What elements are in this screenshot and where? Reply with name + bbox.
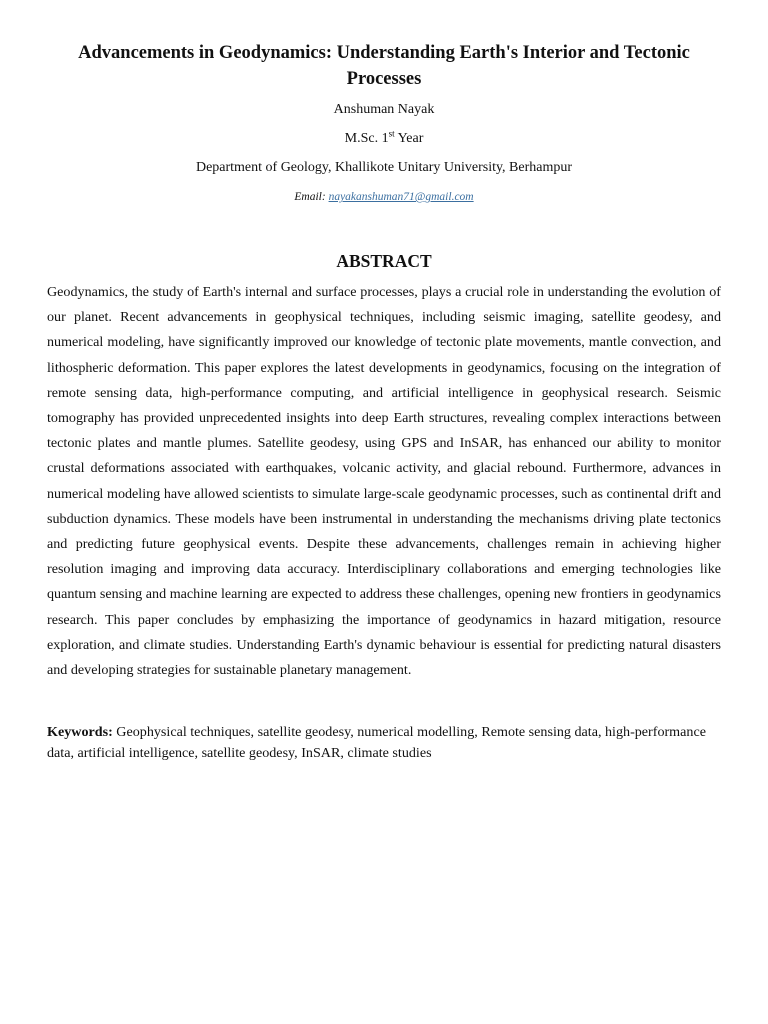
email-link[interactable]: nayakanshuman71@gmail.com [328, 191, 474, 203]
email-label: Email: [294, 191, 326, 203]
abstract-heading: ABSTRACT [336, 251, 432, 271]
abstract-text: Geodynamics, the study of Earth's internal and surface processes, plays a crucial role in understanding the evolution of our planet. Recent advancements in geophysical techniques, including seismic imaging, satellite geodesy, and numerical modeling, have significantly improved our knowledge of tectonic plate movements, mantle convection, and lithospheric deformation. This paper explores the latest developments in geodynamics, focusing on the integration of remote sensing data, high-performance computing, and artificial intelligence in geophysical research. Seismic tomography has provided unprecedented insights into deep Earth structures, revealing complex interactions between tectonic plates and mantle plumes. Satellite geodesy, using GPS and InSAR, has enhanced our ability to monitor crustal deformations associated with earthquakes, volcanic activity, and glacial rebound. Furthermore, advances in numerical modeling have allowed scientists to simulate large-scale geodynamic processes, such as continental drift and subduction dynamics. These models have been instrumental in understanding the mechanisms driving plate tectonics and predicting future geophysical events. Despite these advancements, challenges remain in achieving higher resolution imaging and improving data accuracy. Interdisciplinary collaborations and emerging technologies like quantum sensing and machine learning are expected to address these challenges, opening new frontiers in geodynamics research. This paper concludes by emphasizing the importance of geodynamics in hazard mitigation, resource exploration, and climate studies. Understanding Earth's dynamic behaviour is essential for predicting natural disasters and developing strategies for sustainable planetary management. [47, 284, 721, 679]
author-name: Anshuman Nayak [333, 102, 435, 117]
degree-superscript: st [388, 128, 395, 139]
degree-suffix: Year [394, 131, 424, 146]
keywords-section [47, 722, 721, 764]
author-department: Department of Geology, Khallikote Unitary University, Berhampur [195, 160, 573, 175]
paper-title: Advancements in Geodynamics: Understanding Earth's Interior and Tectonic Processes [78, 43, 690, 89]
keywords-label: Keywords: [47, 724, 113, 740]
email-line [48, 188, 720, 206]
degree-prefix: M.Sc. 1 [344, 131, 389, 146]
keywords-text: Geophysical techniques, satellite geodesy, numerical modelling, Remote sensing data, high-performance data, artificial intelligence, satellite geodesy, InSAR, climate studies [47, 724, 706, 761]
author-degree [48, 130, 720, 148]
